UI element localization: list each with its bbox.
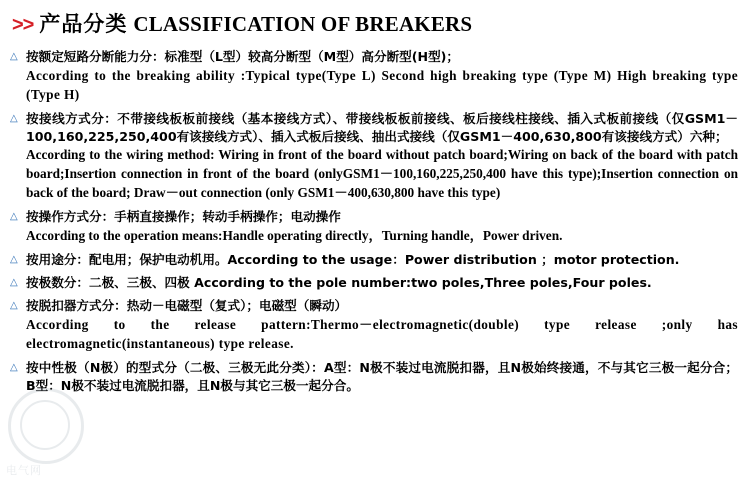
entry-text-cn: 按接线方式分：不带接线板板前接线（基本接线方式）、带接线板板前接线、板后接线柱接线、插入式板前接线（仅GSM1－100,160,225,250,400有该接线方式）、插入式板后接线、抽出式接线（仅GSM1－400,630,800有该接线方式）六种； [26, 110, 738, 144]
page-header [12, 8, 738, 38]
entry-text-mixed: 按极数分：二极、三极、四极 According to the pole number:two poles,Three poles,Four poles. [26, 275, 652, 290]
triangle-bullet-icon: △ [10, 361, 18, 373]
entry-text-en: According to the release pattern:Thermo－electromagnetic(double) type release ;only has electromagnetic(instantaneous) type release. [26, 317, 738, 351]
list-item [10, 251, 738, 269]
triangle-bullet-icon: △ [10, 211, 18, 222]
triangle-bullet-icon: △ [10, 277, 18, 288]
watermark-inner-ring-icon [20, 400, 70, 450]
list-item [10, 110, 738, 203]
triangle-bullet-icon: △ [10, 300, 18, 312]
watermark [0, 386, 120, 482]
entry-text-cn: 按中性极（N极）的型式分（二极、三极无此分类）：A型：N极不装过电流脱扣器，且N极始终接通，不与其它三极一起分合；B型：N极不装过电流脱扣器，且N极与其它三极一起分合。 [26, 359, 738, 393]
list-item-body [26, 251, 738, 269]
list-item [10, 48, 738, 105]
entry-text-cn: 按脱扣器方式分：热动－电磁型（复式）；电磁型（瞬动） [26, 298, 348, 314]
entry-text-cn: 按操作方式分：手柄直接操作；转动手柄操作；电动操作 [26, 209, 341, 224]
list-item-body [26, 297, 738, 354]
list-item [10, 359, 738, 395]
entry-text-en: According to the breaking ability :Typical type(Type L) Second high breaking type (Type M) High breaking type (Type H) [26, 67, 738, 102]
entry-text-en: According to the wiring method: Wiring in front of the board without patch board;Wiring on back of the board with patch board;Insertion connection in front of the board (onlyGSM1－100,160,225,250,400 have this type);Insertion connection on back of the board; Draw－out connection (only GSM1－400,630,800 have this type) [26, 147, 738, 201]
chevron-right-icon: >> [12, 14, 34, 36]
entry-text-mixed: 按用途分：配电用；保护电动机用。According to the usage：Power distribution ；motor protection. [26, 251, 680, 267]
list-item-body [26, 208, 738, 246]
list-item [10, 274, 738, 292]
watermark-text: 电气网 [6, 464, 42, 477]
triangle-bullet-icon: △ [10, 51, 18, 62]
entry-text-en: According to the operation means:Handle operating directly，Turning handle，Power driven. [26, 227, 563, 243]
entry-text-cn: 按额定短路分断能力分：标准型（L型）较高分断型（M型）高分断型(H型)； [26, 49, 460, 64]
triangle-bullet-icon: △ [10, 112, 18, 124]
list-item [10, 297, 738, 354]
page-title-en: CLASSIFICATION OF BREAKERS [133, 12, 473, 36]
triangle-bullet-icon: △ [10, 253, 18, 265]
page-title-cn: 产品分类 [39, 12, 128, 36]
list-item-body [26, 110, 738, 203]
list-item-body [26, 274, 738, 292]
list-item [10, 208, 738, 246]
watermark-ring-icon [8, 388, 84, 464]
list-item-body [26, 359, 738, 395]
list-item-body [26, 48, 738, 105]
